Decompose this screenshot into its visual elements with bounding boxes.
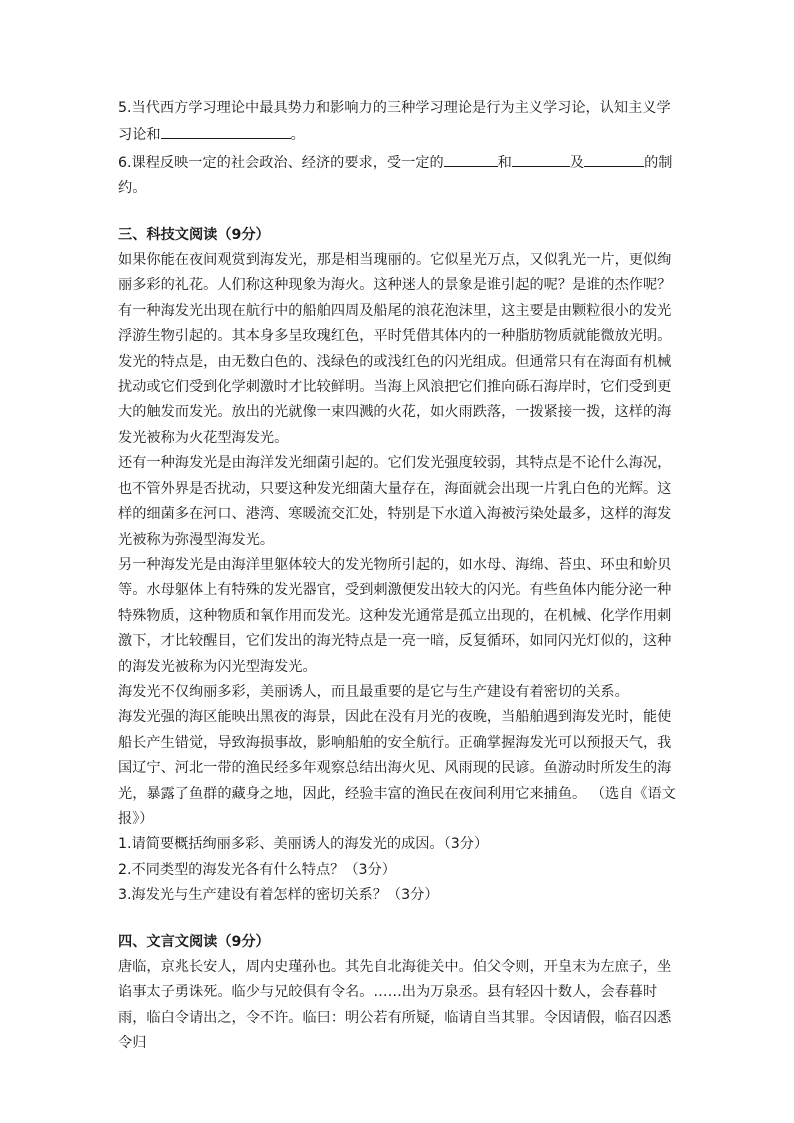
question-item: 3.海发光与生产建设有着怎样的密切关系？（3分） (118, 887, 439, 904)
q6-text-b: 和 (497, 154, 512, 171)
passage-paragraph: 海发光强的海区能映出黑夜的海景，因此在没有月光的夜晚，当船舶遇到海发光时，能使船长产生错觉，导致海损事故，影响船舶的安全航行。正确掌握海发光可以预报天气，我国辽宁、河北一带的渔民经多年观察总结出海火见、风雨现的民谚。鱼游动时所发生的海光，暴露了鱼群的藏身之地，因此，经验丰富的渔民在夜间利用它来捕鱼。 （选自《语文报》） (118, 709, 676, 827)
question-6 (118, 149, 678, 202)
question-item: 1.请简要概括绚丽多彩、美丽诱人的海发光的成因。（3分） (118, 836, 489, 853)
q6-text-a: 6.课程反映一定的社会政治、经济的要求，受一定的 (118, 154, 444, 171)
q5-text: 5.当代西方学习理论中最具势力和影响力的三种学习理论是行为主义学习论，认知主义学习论和 (118, 100, 671, 144)
passage-paragraph: 还有一种海发光是由海洋发光细菌引起的。它们发光强度较弱，其特点是不论什么海况，也不管外界是否扰动，只要这种发光细菌大量存在，海面就会出现一片乳白色的光辉。这样的细菌多在河口、港湾、寒暖流交汇处，特别是下水道入海被污染处最多，这样的海发光被称为弥漫型海发光。 (118, 455, 672, 548)
spacer (118, 909, 678, 930)
passage-paragraph: 如果你能在夜间观赏到海发光，那是相当瑰丽的。它似星光万点，又似乳光一片，更似绚丽多彩的礼花。人们称这种现象为海火。这种迷人的景象是谁引起的呢？是谁的杰作呢？ (118, 252, 672, 294)
answer-blank (161, 121, 291, 139)
answer-blank (512, 149, 570, 167)
document-page (118, 96, 678, 1057)
passage-paragraph: 唐临，京兆长安人，周内史瑾孙也。其先自北海徙关中。伯父令则，开皇末为左庶子，坐谄事太子勇诛死。临少与兄皎俱有令名。……出为万泉丞。县有轻囚十数人，会春暮时雨，临白令请出之，令不许。临曰：明公若有所疑，临请自当其罪。令因请假，临召囚悉令归 (118, 959, 672, 1052)
question-item: 2.不同类型的海发光各有什么特点？（3分） (118, 861, 396, 878)
passage-paragraph: 有一种海发光出现在航行中的船舶四周及船尾的浪花泡沫里，这主要是由颗粒很小的发光浮游生物引起的。其本身多呈玫瑰红色，平时凭借其体内的一种脂肪物质就能微放光明。发光的特点是，由无数白色的、浅绿色的或浅红色的闪光组成。但通常只有在海面有机械扰动或它们受到化学刺激时才比较鲜明。当海上风浪把它们推向砾石海岸时，它们受到更大的触发而发光。放出的光就像一束四溅的火花，如火雨跌落，一拨紧接一拨，这样的海发光被称为火花型海发光。 (118, 302, 672, 446)
passage-paragraph: 海发光不仅绚丽多彩，美丽诱人，而且最重要的是它与生产建设有着密切的关系。 (118, 683, 629, 700)
section-3-title: 三、科技文阅读（9分） (118, 226, 270, 243)
section-4-title: 四、文言文阅读（9分） (118, 933, 270, 950)
question-5 (118, 96, 678, 149)
q5-end: 。 (290, 127, 305, 144)
q6-text-c: 及 (569, 154, 585, 171)
answer-blank (584, 149, 644, 167)
q6-text-d: 的制约。 (118, 154, 673, 197)
passage-paragraph: 另一种海发光是由海洋里躯体较大的发光物所引起的，如水母、海绵、苔虫、环虫和蚧贝等。水母躯体上有特殊的发光器官，受到刺激便发出较大的闪光。有些鱼体内能分泌一种特殊物质，这种物质和氧作用而发光。这种发光通常是孤立出现的，在机械、化学作用刺激下，才比较醒目，它们发出的海光特点是一亮一暗，反复循环，如同闪光灯似的，这种的海发光被称为闪光型海发光。 (118, 556, 672, 675)
spacer (118, 202, 678, 223)
answer-blank (444, 149, 498, 167)
